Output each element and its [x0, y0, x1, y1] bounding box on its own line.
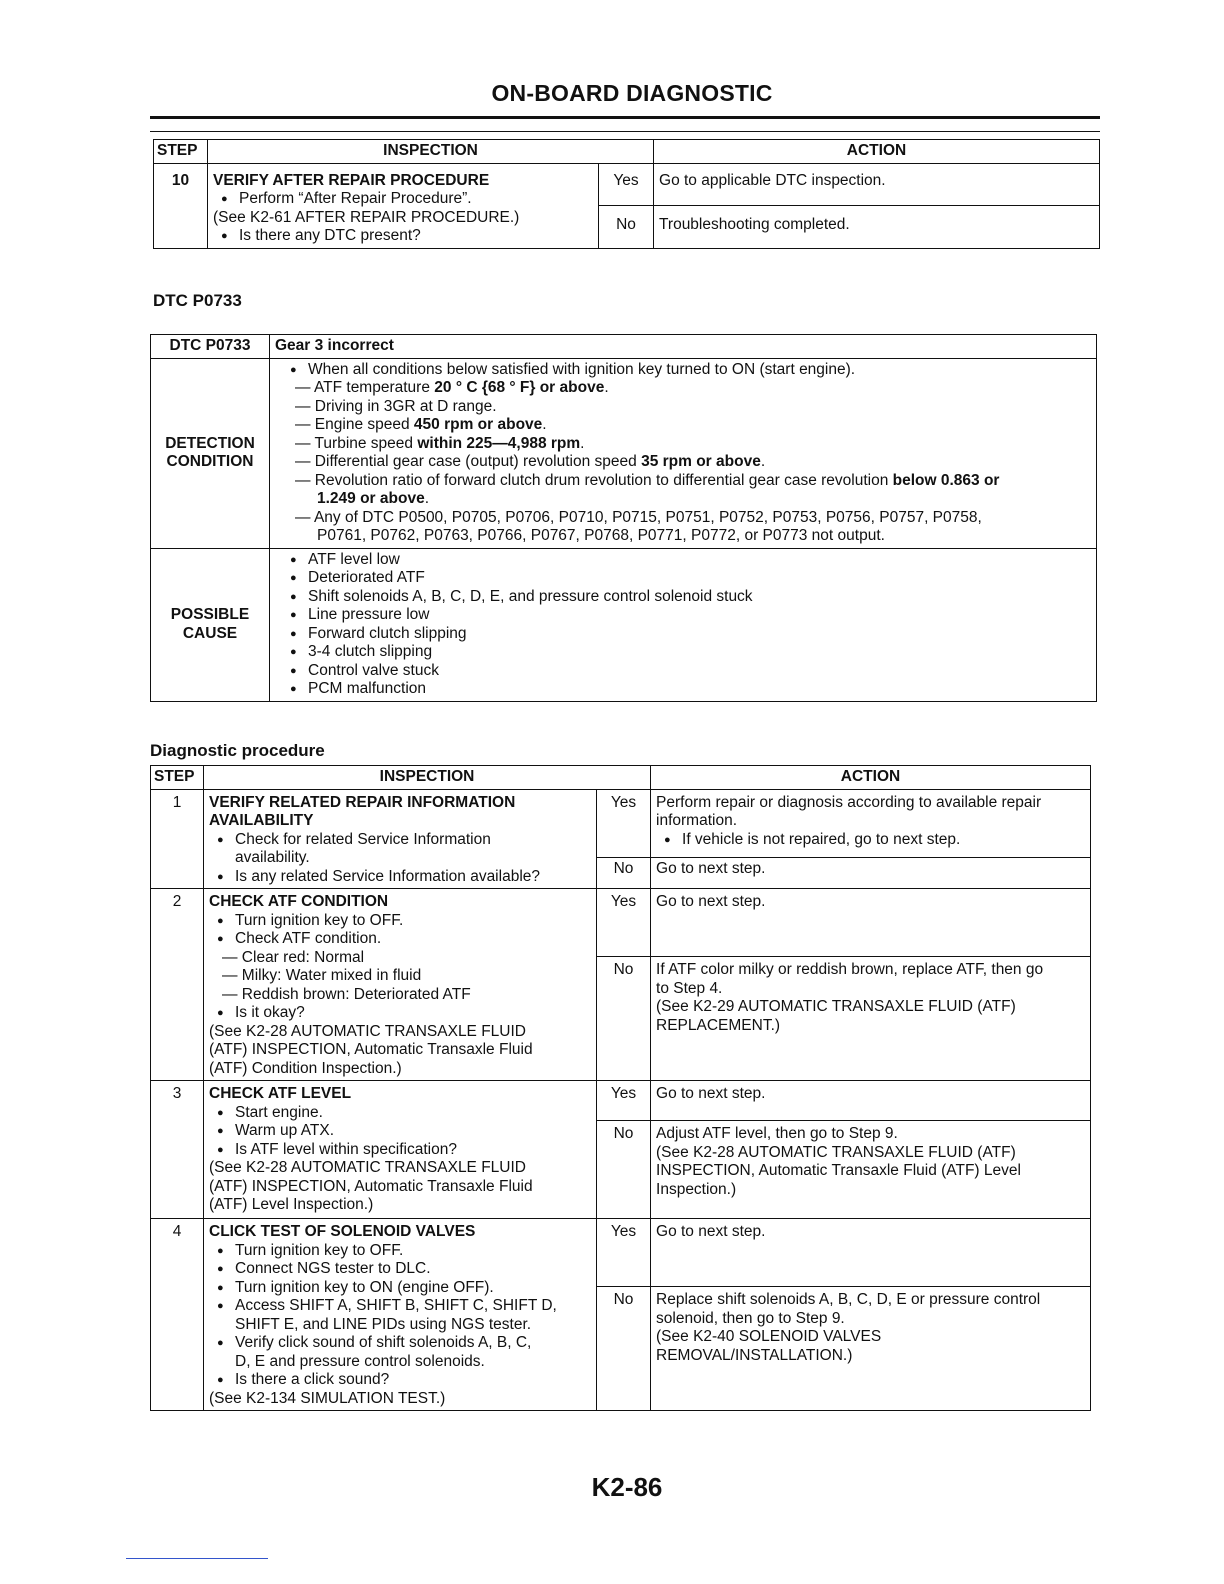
list-item: ● Warm up ATX. — [209, 1122, 591, 1141]
detection-item: — Differential gear case (output) revolution speed 35 rpm or above. — [295, 453, 766, 470]
detection-item: — Turbine speed within 225—4,988 rpm. — [295, 434, 585, 452]
detection-label-line: DETECTION — [165, 434, 255, 452]
yes-action: Go to applicable DTC inspection. — [654, 163, 1100, 206]
list-item: ● Is there a click sound? — [209, 1371, 591, 1390]
list-item: ● Perform “After Repair Procedure”. — [213, 190, 593, 209]
list-item: ● Is any related Service Information available? — [209, 868, 591, 887]
cause-item: ● Line pressure low — [282, 606, 1091, 625]
list-item: ● Check ATF condition. — [209, 930, 591, 949]
action-text: solenoid, then go to Step 9. — [656, 1309, 845, 1327]
action-text: Adjust ATF level, then go to Step 9. — [656, 1125, 898, 1142]
step-number: 4 — [151, 1219, 204, 1411]
yes-action — [651, 789, 1091, 858]
reference-text: (See K2-61 AFTER REPAIR PROCEDURE.) — [213, 208, 520, 226]
list-item: ● Verify click sound of shift solenoids A, B, C, D, E and pressure control solenoids. — [209, 1334, 591, 1371]
cause-label-line: CAUSE — [182, 624, 238, 642]
detection-item: — Engine speed 450 rpm or above. — [295, 416, 547, 433]
header-step: STEP — [151, 766, 204, 790]
reference-text: (ATF) INSPECTION, Automatic Transaxle Fluid — [209, 1041, 533, 1058]
list-item: ● Check for related Service Information availability. — [209, 831, 591, 868]
step-inspection — [204, 789, 597, 889]
step-number: 10 — [154, 163, 208, 248]
step-inspection — [208, 163, 599, 248]
reference-text: (See K2-134 SIMULATION TEST.) — [209, 1389, 446, 1407]
yes-label: Yes — [597, 889, 651, 957]
yes-label: Yes — [597, 789, 651, 858]
dtc-heading: DTC P0733 — [153, 291, 242, 310]
no-action — [651, 1287, 1091, 1411]
list-item: ● Turn ignition key to OFF. — [209, 912, 591, 931]
cause-item: ● ATF level low — [282, 551, 1091, 570]
step-number: 1 — [151, 789, 204, 889]
no-action — [651, 1121, 1091, 1219]
detection-intro: ● When all conditions below satisfied with ignition key turned to ON (start engine). — [282, 361, 1091, 380]
cause-item: ● Forward clutch slipping — [282, 625, 1091, 644]
step-title: CLICK TEST OF SOLENOID VALVES — [209, 1223, 476, 1240]
detection-item: — ATF temperature 20 ° C {68 ° F} or above. — [295, 379, 609, 396]
list-item: ● Is ATF level within specification? — [209, 1141, 591, 1160]
no-action — [651, 957, 1091, 1081]
header-action: ACTION — [654, 140, 1100, 164]
possible-label-line: POSSIBLE — [170, 606, 250, 623]
detection-condition — [270, 358, 1097, 548]
no-label: No — [599, 206, 654, 249]
detection-label — [151, 358, 270, 548]
yes-label: Yes — [597, 1081, 651, 1121]
dtc-table — [150, 334, 1097, 702]
page-number: K2-86 — [591, 1472, 663, 1502]
step-inspection — [204, 1219, 597, 1411]
condition-label-line: CONDITION — [166, 453, 254, 470]
step10-table — [153, 139, 1100, 249]
header-inspection: INSPECTION — [204, 766, 651, 790]
cause-item: ● PCM malfunction — [282, 680, 1091, 699]
title-rule-thin — [150, 131, 1100, 132]
list-item: ● Connect NGS tester to DLC. — [209, 1260, 591, 1279]
dtc-description: Gear 3 incorrect — [270, 335, 1097, 359]
action-text: If ATF color milky or reddish brown, replace ATF, then go — [656, 961, 1044, 978]
title-rule — [150, 116, 1100, 119]
no-label: No — [597, 1287, 651, 1411]
no-label: No — [597, 1121, 651, 1219]
action-text: INSPECTION, Automatic Transaxle Fluid (ATF) Level — [656, 1162, 1021, 1179]
action-item: ● If vehicle is not repaired, go to next step. — [656, 831, 1085, 850]
header-action: ACTION — [651, 766, 1091, 790]
yes-action: Go to next step. — [651, 889, 1091, 957]
list-item: ● Access SHIFT A, SHIFT B, SHIFT C, SHIFT D, SHIFT E, and LINE PIDs using NGS tester. — [209, 1297, 591, 1334]
yes-label: Yes — [597, 1219, 651, 1287]
list-item: ● Is there any DTC present? — [213, 227, 593, 246]
no-action: Go to next step. — [651, 858, 1091, 889]
list-item: ● Start engine. — [209, 1104, 591, 1123]
reference-text: (ATF) Level Inspection.) — [209, 1196, 374, 1213]
detection-item: — Any of DTC P0500, P0705, P0706, P0710, P0715, P0751, P0752, P0753, P0756, P0757, P0758, P0761, P0762, P0763, P0766, P0767, P0768, P0771, P0772, or P0773 not output. — [295, 508, 982, 544]
list-item: — Clear red: Normal — [222, 948, 365, 966]
reference-text: (ATF) Condition Inspection.) — [209, 1059, 402, 1077]
step-title: AVAILABILITY — [209, 812, 314, 829]
list-item: ● Turn ignition key to OFF. — [209, 1242, 591, 1261]
diagnostic-heading: Diagnostic procedure — [150, 741, 325, 760]
cause-item: ● Shift solenoids A, B, C, D, E, and pressure control solenoid stuck — [282, 588, 1091, 607]
action-text: to Step 4. — [656, 979, 723, 997]
diagnostic-table — [150, 765, 1091, 1411]
cause-item: ● Control valve stuck — [282, 662, 1091, 681]
detection-item: — Revolution ratio of forward clutch drum revolution to differential gear case revolution below 0.863 or 1.249 or above. — [295, 471, 1000, 507]
reference-text: (ATF) INSPECTION, Automatic Transaxle Fluid — [209, 1177, 533, 1195]
step-title: CHECK ATF LEVEL — [209, 1085, 352, 1102]
reference-text: (See K2-28 AUTOMATIC TRANSAXLE FLUID — [209, 1022, 526, 1040]
step-inspection — [204, 889, 597, 1081]
action-text: Perform repair or diagnosis according to available repair — [656, 793, 1042, 811]
list-item: ● Turn ignition key to ON (engine OFF). — [209, 1279, 591, 1298]
step-title: VERIFY RELATED REPAIR INFORMATION — [209, 793, 516, 811]
yes-action: Go to next step. — [651, 1219, 1091, 1287]
step-title: VERIFY AFTER REPAIR PROCEDURE — [213, 171, 490, 189]
header-inspection: INSPECTION — [208, 140, 654, 164]
action-text: REMOVAL/INSTALLATION.) — [656, 1346, 853, 1364]
footer-line — [126, 1558, 268, 1559]
yes-action: Go to next step. — [651, 1081, 1091, 1121]
action-text: (See K2-40 SOLENOID VALVES — [656, 1328, 882, 1345]
possible-cause-label — [151, 548, 270, 701]
reference-text: (See K2-28 AUTOMATIC TRANSAXLE FLUID — [209, 1159, 526, 1176]
possible-causes — [270, 548, 1097, 701]
cause-item: ● Deteriorated ATF — [282, 569, 1091, 588]
action-text: (See K2-29 AUTOMATIC TRANSAXLE FLUID (ATF) — [656, 998, 1016, 1015]
yes-label: Yes — [599, 163, 654, 206]
step-title: CHECK ATF CONDITION — [209, 893, 389, 910]
detection-item: — Driving in 3GR at D range. — [295, 397, 497, 415]
no-label: No — [597, 957, 651, 1081]
action-text: Replace shift solenoids A, B, C, D, E or pressure control — [656, 1291, 1041, 1308]
step-number: 3 — [151, 1081, 204, 1219]
page-title: ON-BOARD DIAGNOSTIC — [491, 80, 773, 106]
step-number: 2 — [151, 889, 204, 1081]
list-item: — Reddish brown: Deteriorated ATF — [222, 985, 471, 1003]
action-text: information. — [656, 812, 737, 829]
action-text: (See K2-28 AUTOMATIC TRANSAXLE FLUID (ATF) — [656, 1143, 1016, 1161]
action-text: REPLACEMENT.) — [656, 1016, 781, 1034]
dtc-code: DTC P0733 — [151, 335, 270, 359]
action-text: Inspection.) — [656, 1180, 737, 1198]
step-inspection — [204, 1081, 597, 1219]
no-action: Troubleshooting completed. — [654, 206, 1100, 249]
list-item: ● Is it okay? — [209, 1004, 591, 1023]
cause-item: ● 3-4 clutch slipping — [282, 643, 1091, 662]
list-item: — Milky: Water mixed in fluid — [222, 967, 422, 984]
no-label: No — [597, 858, 651, 889]
header-step: STEP — [154, 140, 208, 164]
